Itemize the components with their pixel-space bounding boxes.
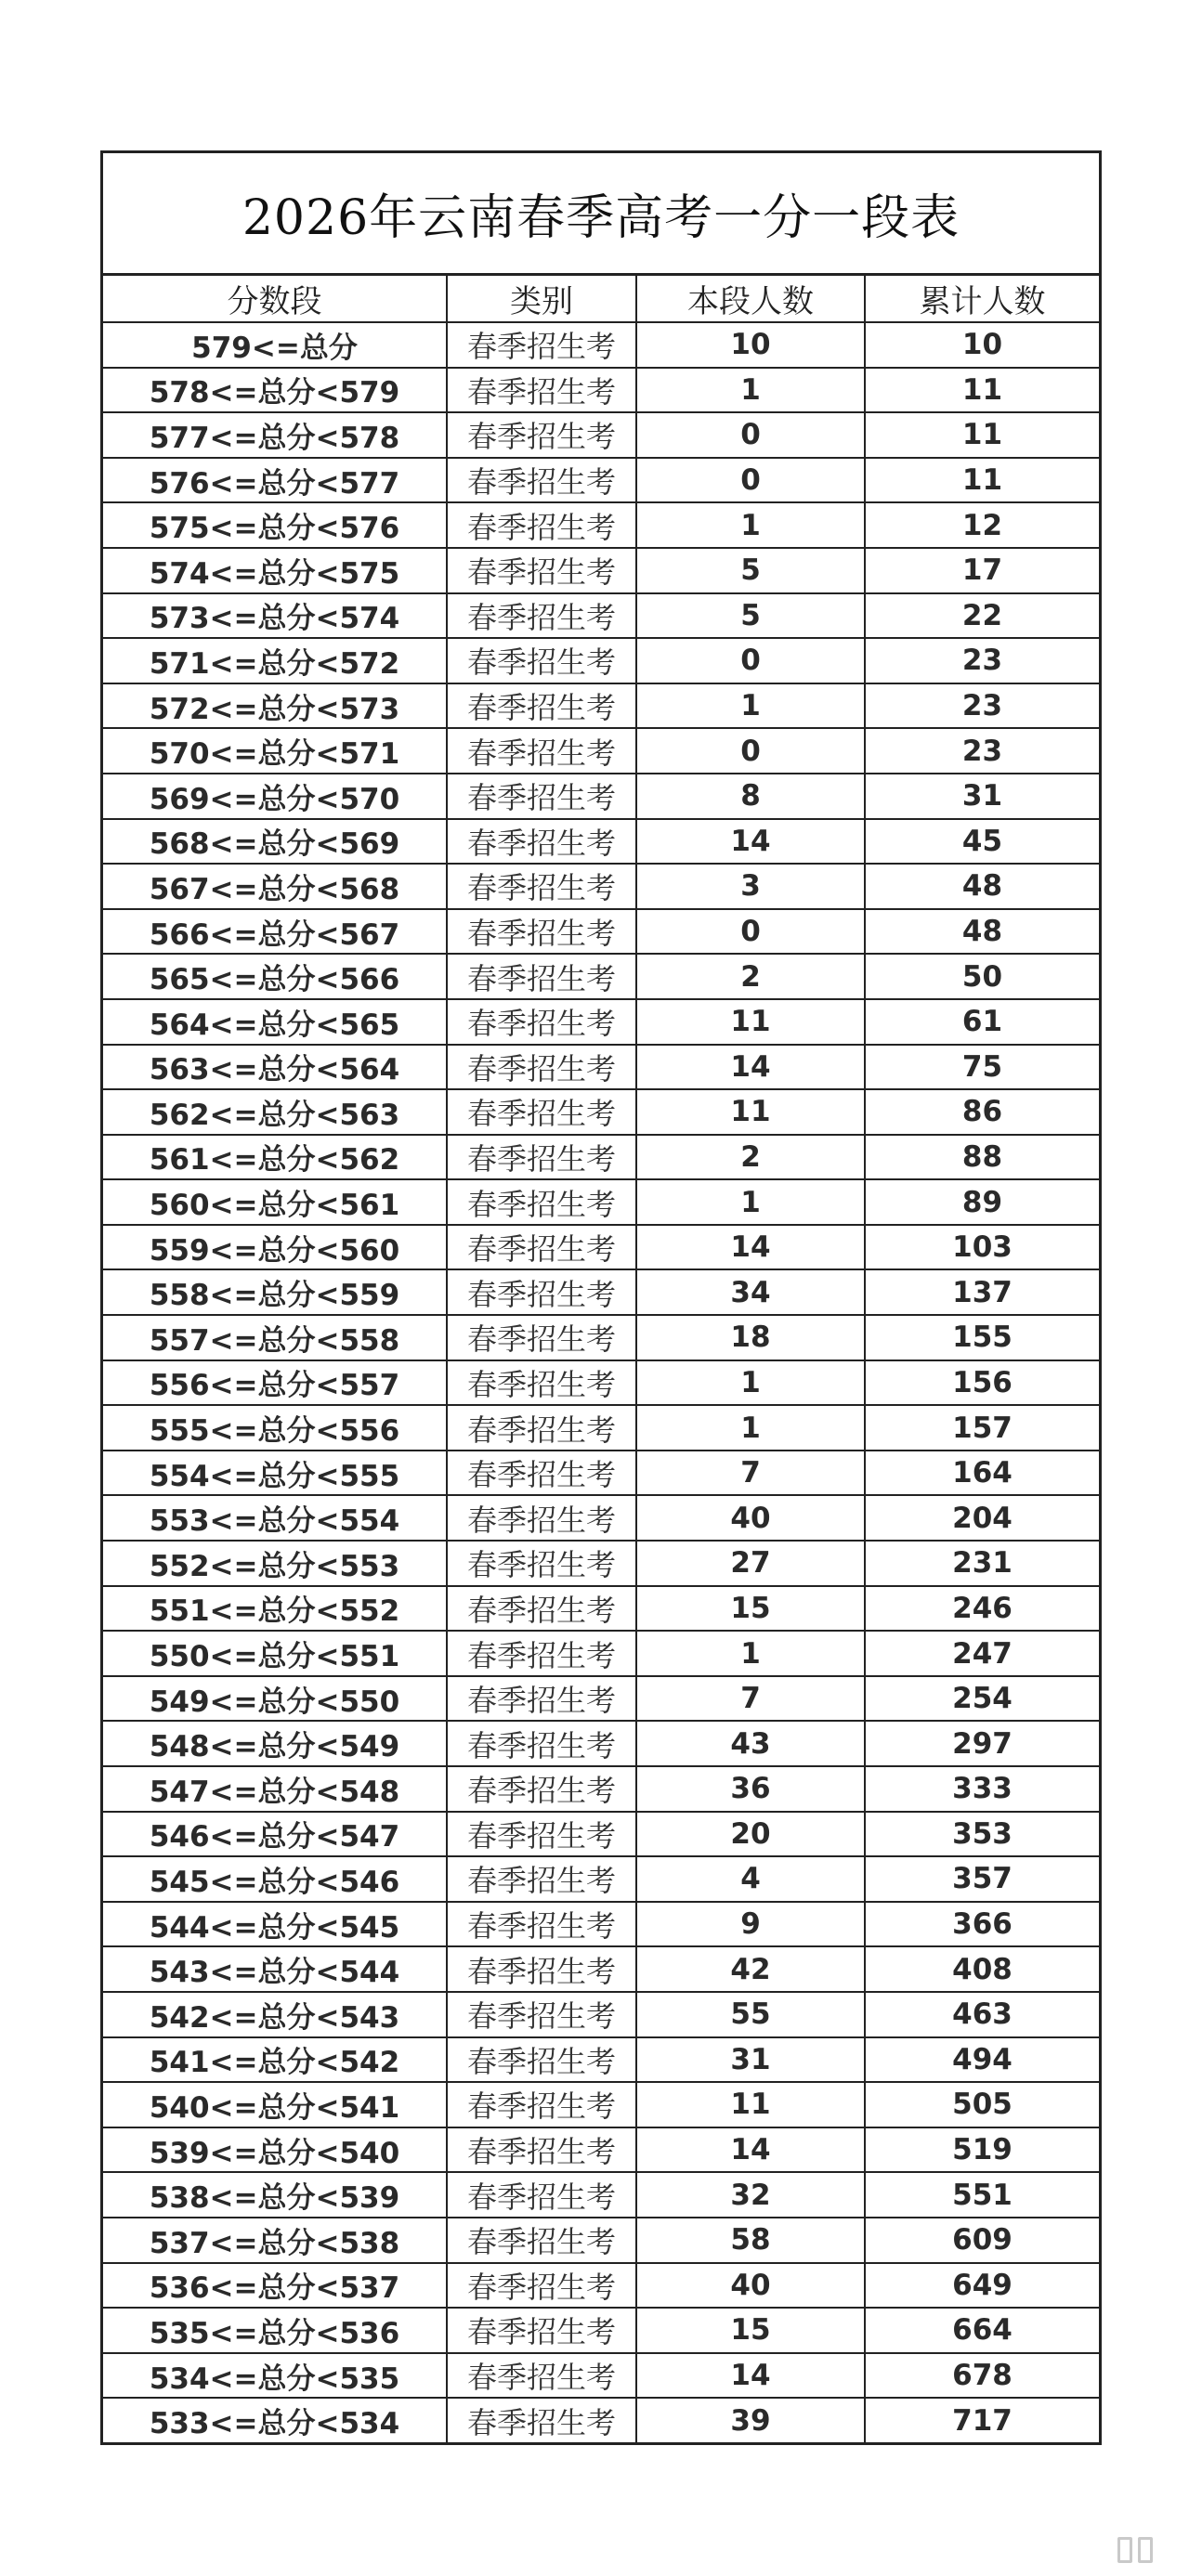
cell-cumulative-count: 88 [865, 1135, 1099, 1180]
cell-category: 春季招生考 [447, 954, 636, 999]
cell-cumulative-count: 717 [865, 2398, 1099, 2442]
cell-cumulative-count: 137 [865, 1269, 1099, 1315]
cell-segment-count: 14 [636, 2127, 865, 2173]
cell-segment-count: 11 [636, 999, 865, 1045]
cell-cumulative-count: 156 [865, 1360, 1099, 1406]
cell-score-range: 538<=总分<539 [103, 2172, 447, 2218]
cell-category: 春季招生考 [447, 1586, 636, 1632]
table-row [103, 999, 1099, 1045]
table-row [103, 2218, 1099, 2263]
cell-score-range: 579<=总分 [103, 322, 447, 368]
table-row [103, 1541, 1099, 1586]
cell-category: 春季招生考 [447, 2082, 636, 2127]
table-row [103, 1676, 1099, 1722]
cell-category: 春季招生考 [447, 1812, 636, 1857]
cell-category: 春季招生考 [447, 1541, 636, 1586]
cell-segment-count: 2 [636, 1135, 865, 1180]
table-row [103, 1135, 1099, 1180]
cell-category: 春季招生考 [447, 1225, 636, 1270]
cell-segment-count: 1 [636, 1405, 865, 1451]
cell-category: 春季招生考 [447, 2398, 636, 2442]
cell-cumulative-count: 10 [865, 322, 1099, 368]
cell-category: 春季招生考 [447, 909, 636, 955]
cell-segment-count: 4 [636, 1856, 865, 1902]
cell-segment-count: 0 [636, 638, 865, 683]
cell-score-range: 577<=总分<578 [103, 412, 447, 458]
header-category: 类别 [447, 276, 636, 322]
cell-score-range: 574<=总分<575 [103, 548, 447, 593]
table-header-row [103, 276, 1099, 322]
table-row [103, 1631, 1099, 1676]
cell-score-range: 541<=总分<542 [103, 2037, 447, 2083]
cell-category: 春季招生考 [447, 1451, 636, 1496]
cell-cumulative-count: 17 [865, 548, 1099, 593]
cell-cumulative-count: 50 [865, 954, 1099, 999]
cell-category: 春季招生考 [447, 1360, 636, 1406]
cell-score-range: 556<=总分<557 [103, 1360, 447, 1406]
cell-segment-count: 14 [636, 2353, 865, 2399]
cell-cumulative-count: 246 [865, 1586, 1099, 1632]
cell-cumulative-count: 494 [865, 2037, 1099, 2083]
cell-segment-count: 40 [636, 2263, 865, 2309]
cell-segment-count: 0 [636, 458, 865, 503]
cell-segment-count: 14 [636, 819, 865, 865]
cell-cumulative-count: 231 [865, 1541, 1099, 1586]
table-row [103, 2353, 1099, 2399]
cell-cumulative-count: 75 [865, 1045, 1099, 1090]
cell-segment-count: 5 [636, 593, 865, 639]
table-row [103, 1225, 1099, 1270]
cell-category: 春季招生考 [447, 1856, 636, 1902]
header-segment-count: 本段人数 [636, 276, 865, 322]
table-row [103, 954, 1099, 999]
table-row [103, 1721, 1099, 1766]
cell-segment-count: 40 [636, 1495, 865, 1541]
cell-score-range: 534<=总分<535 [103, 2353, 447, 2399]
cell-segment-count: 15 [636, 2308, 865, 2353]
table-row [103, 458, 1099, 503]
cell-category: 春季招生考 [447, 1495, 636, 1541]
cell-category: 春季招生考 [447, 1631, 636, 1676]
cell-cumulative-count: 649 [865, 2263, 1099, 2309]
cell-segment-count: 39 [636, 2398, 865, 2442]
cell-category: 春季招生考 [447, 412, 636, 458]
cell-cumulative-count: 297 [865, 1721, 1099, 1766]
table-row [103, 368, 1099, 413]
cell-cumulative-count: 61 [865, 999, 1099, 1045]
cell-segment-count: 11 [636, 2082, 865, 2127]
table-row [103, 1045, 1099, 1090]
cell-cumulative-count: 408 [865, 1946, 1099, 1992]
cell-score-range: 557<=总分<558 [103, 1315, 447, 1360]
table-row [103, 548, 1099, 593]
cell-cumulative-count: 519 [865, 2127, 1099, 2173]
cell-cumulative-count: 664 [865, 2308, 1099, 2353]
cell-score-range: 537<=总分<538 [103, 2218, 447, 2263]
watermark-icon [1089, 2533, 1182, 2567]
cell-score-range: 544<=总分<545 [103, 1902, 447, 1947]
cell-category: 春季招生考 [447, 999, 636, 1045]
cell-segment-count: 14 [636, 1045, 865, 1090]
cell-cumulative-count: 45 [865, 819, 1099, 865]
cell-segment-count: 27 [636, 1541, 865, 1586]
cell-category: 春季招生考 [447, 1045, 636, 1090]
cell-category: 春季招生考 [447, 1135, 636, 1180]
cell-score-range: 539<=总分<540 [103, 2127, 447, 2173]
cell-score-range: 571<=总分<572 [103, 638, 447, 683]
cell-category: 春季招生考 [447, 864, 636, 909]
cell-segment-count: 2 [636, 954, 865, 999]
cell-cumulative-count: 11 [865, 368, 1099, 413]
cell-score-range: 533<=总分<534 [103, 2398, 447, 2442]
cell-cumulative-count: 505 [865, 2082, 1099, 2127]
cell-score-range: 546<=总分<547 [103, 1812, 447, 1857]
cell-segment-count: 34 [636, 1269, 865, 1315]
cell-cumulative-count: 89 [865, 1179, 1099, 1225]
table-row [103, 1089, 1099, 1135]
cell-segment-count: 31 [636, 2037, 865, 2083]
cell-cumulative-count: 86 [865, 1089, 1099, 1135]
cell-cumulative-count: 22 [865, 593, 1099, 639]
cell-cumulative-count: 103 [865, 1225, 1099, 1270]
table-row [103, 1812, 1099, 1857]
cell-category: 春季招生考 [447, 2353, 636, 2399]
cell-segment-count: 5 [636, 548, 865, 593]
cell-cumulative-count: 157 [865, 1405, 1099, 1451]
score-table [103, 276, 1099, 2442]
cell-category: 春季招生考 [447, 1089, 636, 1135]
cell-segment-count: 55 [636, 1992, 865, 2037]
cell-segment-count: 9 [636, 1902, 865, 1947]
cell-cumulative-count: 333 [865, 1766, 1099, 1812]
cell-cumulative-count: 11 [865, 412, 1099, 458]
cell-category: 春季招生考 [447, 1902, 636, 1947]
score-distribution-sheet [100, 150, 1102, 2445]
cell-segment-count: 0 [636, 909, 865, 955]
cell-score-range: 567<=总分<568 [103, 864, 447, 909]
cell-category: 春季招生考 [447, 1676, 636, 1722]
cell-cumulative-count: 463 [865, 1992, 1099, 2037]
table-row [103, 774, 1099, 819]
cell-cumulative-count: 551 [865, 2172, 1099, 2218]
cell-segment-count: 10 [636, 322, 865, 368]
cell-cumulative-count: 678 [865, 2353, 1099, 2399]
cell-cumulative-count: 366 [865, 1902, 1099, 1947]
cell-segment-count: 15 [636, 1586, 865, 1632]
cell-score-range: 572<=总分<573 [103, 683, 447, 729]
cell-segment-count: 58 [636, 2218, 865, 2263]
cell-score-range: 545<=总分<546 [103, 1856, 447, 1902]
cell-score-range: 565<=总分<566 [103, 954, 447, 999]
cell-segment-count: 8 [636, 774, 865, 819]
cell-cumulative-count: 11 [865, 458, 1099, 503]
cell-category: 春季招生考 [447, 728, 636, 774]
table-row [103, 1315, 1099, 1360]
cell-score-range: 573<=总分<574 [103, 593, 447, 639]
cell-cumulative-count: 155 [865, 1315, 1099, 1360]
cell-segment-count: 1 [636, 1179, 865, 1225]
cell-score-range: 551<=总分<552 [103, 1586, 447, 1632]
cell-cumulative-count: 23 [865, 683, 1099, 729]
cell-score-range: 554<=总分<555 [103, 1451, 447, 1496]
table-row [103, 2263, 1099, 2309]
cell-category: 春季招生考 [447, 322, 636, 368]
cell-score-range: 542<=总分<543 [103, 1992, 447, 2037]
cell-cumulative-count: 48 [865, 909, 1099, 955]
table-row [103, 593, 1099, 639]
cell-score-range: 560<=总分<561 [103, 1179, 447, 1225]
header-score-range: 分数段 [103, 276, 447, 322]
cell-score-range: 559<=总分<560 [103, 1225, 447, 1270]
cell-cumulative-count: 164 [865, 1451, 1099, 1496]
cell-score-range: 540<=总分<541 [103, 2082, 447, 2127]
cell-category: 春季招生考 [447, 1721, 636, 1766]
cell-cumulative-count: 247 [865, 1631, 1099, 1676]
cell-category: 春季招生考 [447, 1405, 636, 1451]
cell-segment-count: 0 [636, 412, 865, 458]
table-row [103, 502, 1099, 548]
cell-cumulative-count: 357 [865, 1856, 1099, 1902]
cell-segment-count: 1 [636, 683, 865, 729]
table-row [103, 1586, 1099, 1632]
table-row [103, 1360, 1099, 1406]
cell-score-range: 555<=总分<556 [103, 1405, 447, 1451]
cell-score-range: 547<=总分<548 [103, 1766, 447, 1812]
table-row [103, 638, 1099, 683]
cell-category: 春季招生考 [447, 1179, 636, 1225]
cell-category: 春季招生考 [447, 2308, 636, 2353]
cell-segment-count: 1 [636, 1631, 865, 1676]
table-row [103, 2308, 1099, 2353]
cell-segment-count: 14 [636, 1225, 865, 1270]
cell-category: 春季招生考 [447, 1766, 636, 1812]
cell-segment-count: 20 [636, 1812, 865, 1857]
cell-category: 春季招生考 [447, 774, 636, 819]
cell-score-range: 548<=总分<549 [103, 1721, 447, 1766]
cell-category: 春季招生考 [447, 458, 636, 503]
table-row [103, 819, 1099, 865]
cell-cumulative-count: 23 [865, 728, 1099, 774]
cell-score-range: 562<=总分<563 [103, 1089, 447, 1135]
cell-score-range: 563<=总分<564 [103, 1045, 447, 1090]
table-row [103, 683, 1099, 729]
table-row [103, 2037, 1099, 2083]
table-row [103, 322, 1099, 368]
table-row [103, 1451, 1099, 1496]
cell-category: 春季招生考 [447, 2172, 636, 2218]
cell-score-range: 558<=总分<559 [103, 1269, 447, 1315]
cell-score-range: 536<=总分<537 [103, 2263, 447, 2309]
cell-score-range: 543<=总分<544 [103, 1946, 447, 1992]
table-row [103, 1405, 1099, 1451]
header-cumulative-count: 累计人数 [865, 276, 1099, 322]
cell-category: 春季招生考 [447, 819, 636, 865]
cell-category: 春季招生考 [447, 2127, 636, 2173]
cell-segment-count: 32 [636, 2172, 865, 2218]
cell-category: 春季招生考 [447, 1992, 636, 2037]
cell-category: 春季招生考 [447, 548, 636, 593]
cell-segment-count: 7 [636, 1676, 865, 1722]
cell-segment-count: 7 [636, 1451, 865, 1496]
cell-category: 春季招生考 [447, 683, 636, 729]
cell-score-range: 552<=总分<553 [103, 1541, 447, 1586]
table-row [103, 2398, 1099, 2442]
cell-score-range: 549<=总分<550 [103, 1676, 447, 1722]
table-row [103, 1902, 1099, 1947]
table-row [103, 728, 1099, 774]
cell-cumulative-count: 23 [865, 638, 1099, 683]
page-title: 2026年云南春季高考一分一段表 [103, 153, 1099, 276]
cell-segment-count: 1 [636, 368, 865, 413]
cell-category: 春季招生考 [447, 502, 636, 548]
table-row [103, 909, 1099, 955]
cell-cumulative-count: 254 [865, 1676, 1099, 1722]
cell-cumulative-count: 353 [865, 1812, 1099, 1857]
cell-segment-count: 18 [636, 1315, 865, 1360]
cell-category: 春季招生考 [447, 1946, 636, 1992]
cell-segment-count: 0 [636, 728, 865, 774]
cell-segment-count: 36 [636, 1766, 865, 1812]
cell-category: 春季招生考 [447, 2218, 636, 2263]
table-row [103, 2172, 1099, 2218]
cell-category: 春季招生考 [447, 593, 636, 639]
table-row [103, 1946, 1099, 1992]
cell-segment-count: 1 [636, 502, 865, 548]
cell-score-range: 561<=总分<562 [103, 1135, 447, 1180]
table-row [103, 1495, 1099, 1541]
cell-cumulative-count: 609 [865, 2218, 1099, 2263]
cell-category: 春季招生考 [447, 1269, 636, 1315]
cell-segment-count: 42 [636, 1946, 865, 1992]
cell-score-range: 568<=总分<569 [103, 819, 447, 865]
cell-category: 春季招生考 [447, 638, 636, 683]
cell-score-range: 578<=总分<579 [103, 368, 447, 413]
table-row [103, 1766, 1099, 1812]
cell-category: 春季招生考 [447, 2037, 636, 2083]
table-row [103, 412, 1099, 458]
cell-score-range: 550<=总分<551 [103, 1631, 447, 1676]
cell-score-range: 564<=总分<565 [103, 999, 447, 1045]
cell-segment-count: 3 [636, 864, 865, 909]
table-row [103, 864, 1099, 909]
cell-category: 春季招生考 [447, 2263, 636, 2309]
cell-cumulative-count: 204 [865, 1495, 1099, 1541]
cell-cumulative-count: 48 [865, 864, 1099, 909]
cell-score-range: 553<=总分<554 [103, 1495, 447, 1541]
table-row [103, 2082, 1099, 2127]
table-body [103, 322, 1099, 2442]
table-row [103, 2127, 1099, 2173]
cell-category: 春季招生考 [447, 368, 636, 413]
cell-score-range: 569<=总分<570 [103, 774, 447, 819]
cell-cumulative-count: 31 [865, 774, 1099, 819]
cell-score-range: 566<=总分<567 [103, 909, 447, 955]
table-row [103, 1269, 1099, 1315]
cell-score-range: 575<=总分<576 [103, 502, 447, 548]
cell-category: 春季招生考 [447, 1315, 636, 1360]
cell-segment-count: 43 [636, 1721, 865, 1766]
cell-segment-count: 11 [636, 1089, 865, 1135]
table-row [103, 1856, 1099, 1902]
cell-score-range: 570<=总分<571 [103, 728, 447, 774]
table-row [103, 1992, 1099, 2037]
cell-score-range: 576<=总分<577 [103, 458, 447, 503]
cell-segment-count: 1 [636, 1360, 865, 1406]
cell-score-range: 535<=总分<536 [103, 2308, 447, 2353]
cell-cumulative-count: 12 [865, 502, 1099, 548]
table-row [103, 1179, 1099, 1225]
